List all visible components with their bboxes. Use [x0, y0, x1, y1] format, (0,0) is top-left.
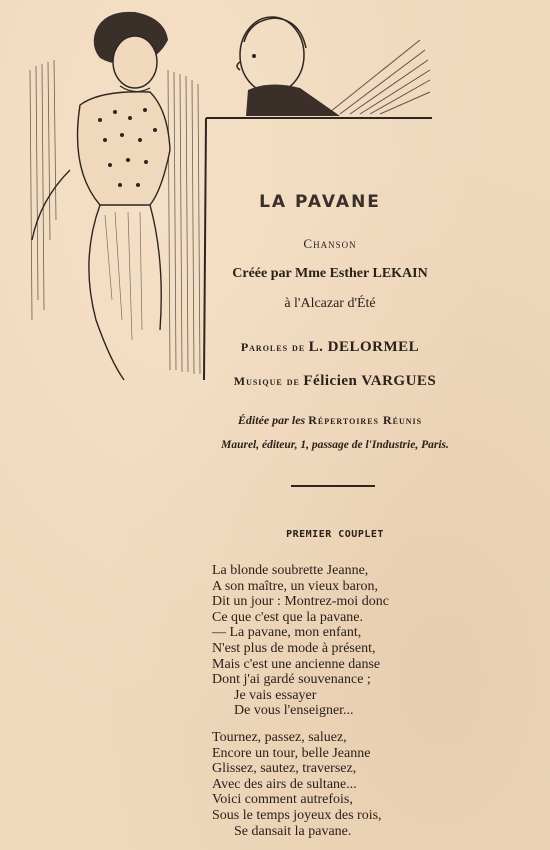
venue-line: à l'Alcazar d'Été: [284, 296, 376, 311]
publisher-address: Maurel, éditeur, 1, passage de l'Industrie, Paris.: [221, 439, 449, 451]
verse-line: Voici comment autrefois,: [212, 792, 353, 808]
verse-line: Glissez, sautez, traversez,: [212, 761, 357, 777]
ornamental-divider: [291, 484, 375, 488]
verse-line: Se dansait la pavane.: [234, 823, 352, 839]
publisher-group: Répertoires Réunis: [308, 413, 423, 427]
published-by-line: [200, 413, 460, 428]
verse-line: De vous l'enseigner...: [234, 703, 354, 719]
lyricist-name: L. DELORMEL: [308, 339, 420, 355]
verse-line: N'est plus de mode à présent,: [212, 640, 376, 656]
verse-line: Je vais essayer: [234, 687, 317, 703]
lyrics-prefix: Paroles de: [240, 340, 306, 354]
verse-line: A son maître, un vieux baron,: [212, 578, 379, 594]
verse-line: Mais c'est une ancienne danse: [212, 656, 381, 672]
stanza-2: [212, 730, 382, 839]
verse-line: Avec des airs de sultane...: [212, 776, 357, 792]
verse-line: Tournez, passez, saluez,: [212, 730, 347, 745]
song-genre: Chanson: [303, 236, 357, 251]
music-prefix: Musique de: [233, 374, 300, 388]
verse-line: Encore un tour, belle Jeanne: [212, 745, 371, 761]
verse-line: Dont j'ai gardé souvenance ;: [212, 672, 371, 688]
composer-line: [200, 373, 470, 390]
verse-line: Ce que c'est que la pavane.: [212, 609, 364, 625]
song-title: LA PAVANE: [259, 192, 381, 212]
verse-line: Dit un jour : Montrez-moi donc: [212, 594, 389, 610]
composer-name: Félicien VARGUES: [303, 373, 437, 389]
stanza-1: [212, 563, 389, 719]
verse-line: La blonde soubrette Jeanne,: [212, 563, 369, 578]
created-by-line: Créée par Mme Esther LEKAIN: [232, 266, 428, 281]
published-prefix: Éditée par les: [237, 413, 306, 427]
lyricist-line: [200, 339, 460, 356]
verse-line: Sous le temps joyeux des rois,: [212, 807, 382, 823]
couplet-heading: PREMIER COUPLET: [286, 529, 384, 540]
verse-line: — La pavane, mon enfant,: [212, 625, 362, 641]
